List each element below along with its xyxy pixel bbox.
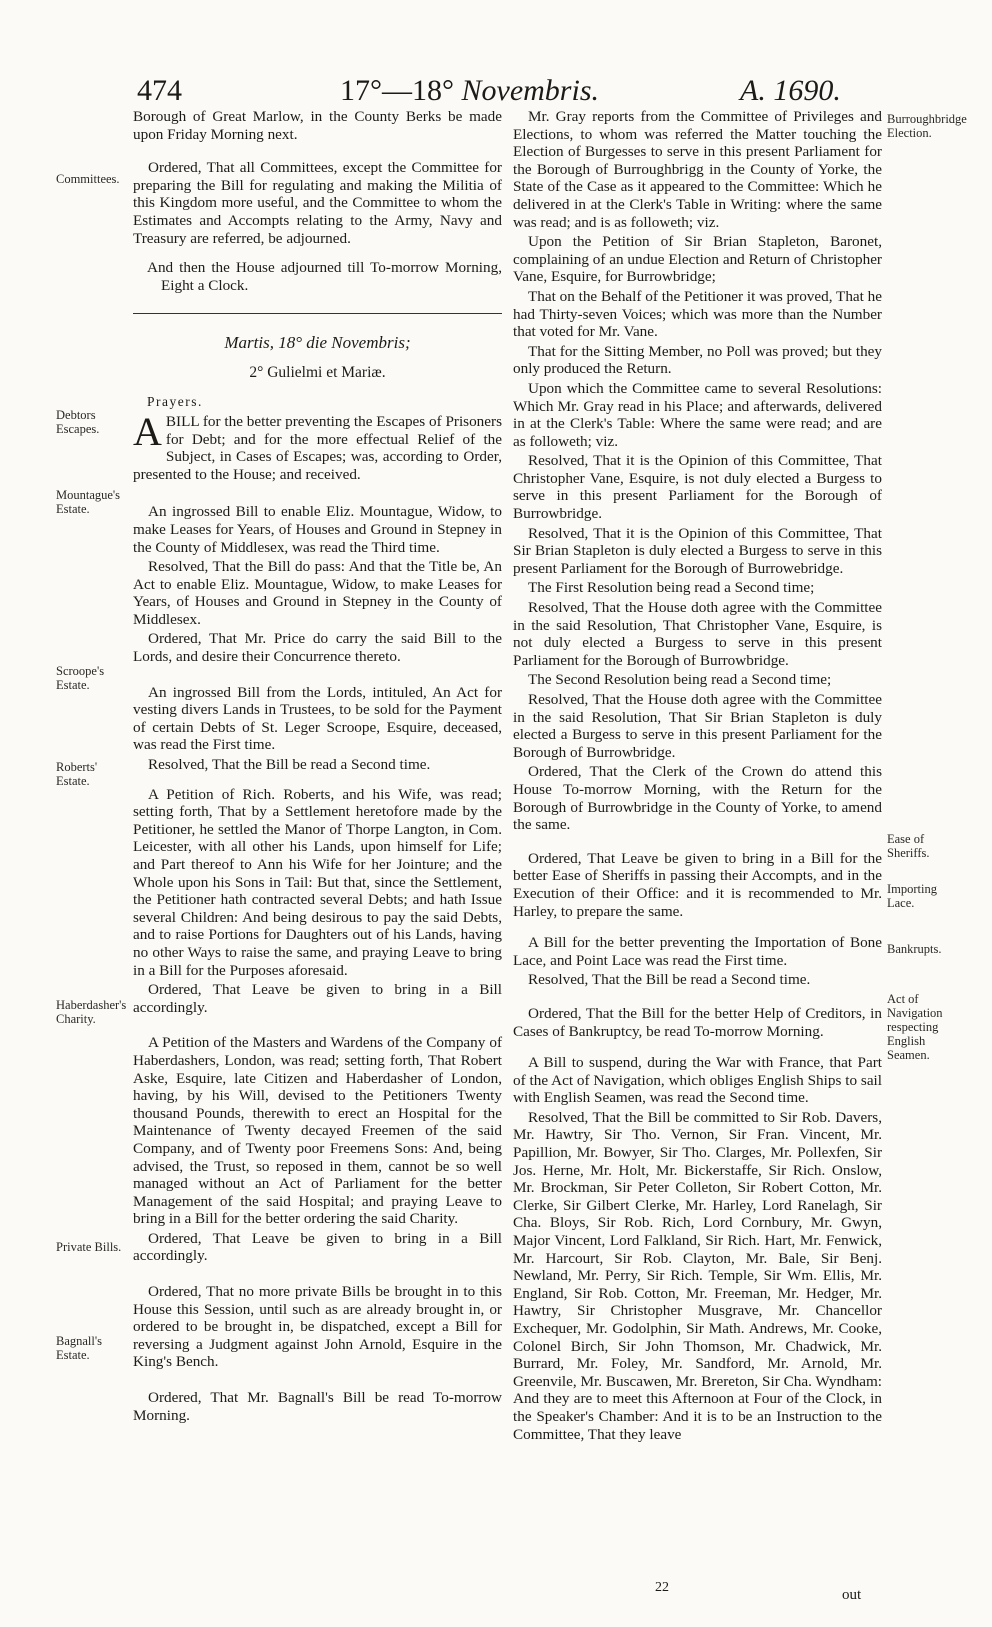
adjournment-text: And then the House adjourned till To-morrow Morning, Eight a Clock. (147, 259, 502, 295)
margin-debtors: Debtors Escapes. (56, 408, 100, 436)
burroughbridge-first-reading: The First Resolution being read a Second time; (528, 579, 815, 597)
navigation-entry: A Bill to suspend, during the War with France, that Part of the Act of Navigation, which obliges English Ships to sail with English Seamen, was read the Second time. (513, 1054, 882, 1107)
margin-scroope: Scroope's Estate. (56, 664, 105, 692)
burroughbridge-resolutions: Upon which the Committee came to several Resolutions: Which Mr. Gray read in his Place; and afterwards, delivered in at the Clerk's Table: Where the same were read; and are as followeth; viz. (513, 379, 882, 450)
margin-burroughbridge: Burroughbridge Election. (887, 112, 967, 140)
burroughbridge-resolved-2: Resolved, That it is the Opinion of this Committee, That Sir Brian Stapleton is duly elected a Burgess to serve in this present Parliament for the Borough of Burrowebridge. (513, 524, 882, 577)
margin-navigation: Act of Navigation respecting English Seamen. (887, 992, 943, 1062)
haberdashers-entry: A Petition of the Masters and Wardens of the Company of Haberdashers, London, was read; setting forth, That Robert Aske, Esquire, late Citizen and Haberdasher of London, having, by his Will, devised to the Petitioners Twenty thousand Pounds, therewith to erect an Hospital for the Maintenance of Twenty decayed Freemen of the said Company, and of Twenty poor Freemens Sons: And, being advised, the Trust, so reposed in them, cannot be so well managed without an Act of Parliament for the better Management of the said Hospital; and praying Leave to bring in a Bill for the better ordering the said Charity. (133, 1034, 502, 1228)
bagnall-entry: Ordered, That Mr. Bagnall's Bill be read To-morrow Morning. (133, 1389, 502, 1424)
right-column (513, 108, 882, 1445)
margin-sheriffs: Ease of Sheriffs. (887, 832, 930, 860)
margin-bagnall: Bagnall's Estate. (56, 1334, 102, 1362)
scroope-resolved: Resolved, That the Bill be read a Second time. (148, 756, 431, 774)
margin-haberdashers: Haberdasher's Charity. (56, 998, 127, 1026)
bankrupts-entry: Ordered, That the Bill for the better Help of Creditors, in Cases of Bankruptcy, be read To-morrow Morning. (513, 1004, 882, 1040)
burroughbridge-second-reading: The Second Resolution being read a Second time; (528, 671, 832, 689)
section-divider (133, 313, 502, 314)
burroughbridge-agree-1: Resolved, That the House doth agree with the Committee in the said Resolution, That Christopher Vane, Esquire, is not duly elected a Burgess to serve in this present Parliament for the Borough of Burrowbridge. (513, 599, 882, 669)
private-bills-entry: Ordered, That no more private Bills be brought in to this House this Session, until such as are already brought in, or ordered to be brought in, be dispatched, except a Bill for reversing a Judgment against John Arnold, Esquire in the King's Bench. (133, 1283, 502, 1371)
catchword: out (842, 1587, 862, 1603)
continuation-text: Borough of Great Marlow, in the County Berks be made upon Friday Morning next. (133, 108, 502, 143)
mountague-ordered: Ordered, That Mr. Price do carry the said Bill to the Lords, and desire their Concurrence thereto. (133, 630, 502, 666)
sheriffs-entry: Ordered, That Leave be given to bring in a Bill for the better Ease of Sheriffs in passing their Accompts, and in the Execution of their Office: and it is recommended to Mr. Harley, to prepare the same. (513, 849, 882, 920)
margin-private-bills: Private Bills. (56, 1240, 122, 1254)
margin-committees: Committees. (56, 172, 120, 186)
lace-entry: A Bill for the better preventing the Importation of Bone Lace, and Point Lace was read the First time. (513, 934, 882, 969)
navigation-committee: Resolved, That the Bill be committed to Sir Rob. Davers, Mr. Hawtry, Sir Tho. Vernon, Sir Fran. Vincent, Mr. Papillion, Mr. Bowyer, Sir Tho. Clarges, Mr. Pollexfen, Sir Jos. Herne, Mr. Holt, Mr. Bickerstaffe, Sir Rich. Onslow, Mr. Brockman, Sir Peter Colleton, Sir Robert Cotton, Mr. Clerke, Sir Gilbert Clerke, Mr. Harley, Lord Ranelagh, Sir Cha. Bloys, Sir Rob. Rich, Lord Cornbury, Mr. Gwyn, Major Vincent, Lord Falkland, Sir Rich. Hart, Mr. Fenwick, Mr. Harcourt, Sir Rob. Clayton, Mr. Bale, Sir Benj. Newland, Mr. Perry, Sir Rich. Temple, Sir Wm. Ellis, Mr. England, Sir Rob. Cotton, Mr. Freeman, Mr. Hedger, Mr. Hawtry, Sir Christopher Musgrave, Mr. Chancellor Exchequer, Mr. Godolphin, Sir Math. Andrews, Mr. Cooke, Colonel Birch, Sir John Thomson, Mr. Chadwick, Mr. Burrard, Mr. Foley, Mr. Sandford, Mr. Arnold, Mr. Greenvile, Mr. Buscawen, Mr. Brereton, Sir Cha. Wyndham: And they are to meet this Afternoon at Four of the Clock, in the Speaker's Chamber: And it is to be an Instruction to the Committee, That they leave (513, 1108, 882, 1443)
mountague-entry: An ingrossed Bill to enable Eliz. Mountague, Widow, to make Leases for Years, of Houses and Ground in Stepney in the County of Middlesex, was read the Third time. (133, 503, 502, 556)
committees-entry: Ordered, That all Committees, except the Committee for preparing the Bill for regulating and making the Militia of this Kingdom more useful, and the Committee to whom the Estimates and Accompts relating to the Army, Navy and Treasury are referred, be adjourned. (133, 159, 502, 247)
debtors-entry (133, 408, 502, 483)
page-number: 474 (137, 74, 182, 107)
date-word: Novembris. (461, 74, 599, 107)
left-column (133, 108, 502, 1432)
signature-mark: 22 (655, 1580, 669, 1595)
roberts-ordered: Ordered, That Leave be given to bring in a Bill accordingly. (133, 981, 502, 1016)
haberdashers-ordered: Ordered, That Leave be given to bring in a Bill accordingly. (133, 1229, 502, 1265)
burroughbridge-proof: That on the Behalf of the Petitioner it was proved, That he had Thirty-seven Voices; which was more than the Number that voted for Mr. Vane. (513, 287, 882, 341)
burroughbridge-agree-2: Resolved, That the House doth agree with the Committee in the said Resolution, That Sir Brian Stapleton is duly elected a Burgess to serve in this present Parliament for the Borough of Burrowbridge. (513, 691, 882, 761)
margin-bankrupts: Bankrupts. (887, 942, 942, 956)
margin-roberts: Roberts' Estate. (56, 760, 98, 788)
prayers-heading: Prayers. (147, 394, 203, 410)
lace-resolved: Resolved, That the Bill be read a Second time. (528, 971, 811, 989)
roberts-entry: A Petition of Rich. Roberts, and his Wife, was read; setting forth, That by a Settlement heretofore made by the Petitioner, he settled the Manor of Thorpe Langton, in Com. Leicester, with all other his Lands, upon himself for Life; and Part thereof to Ann his Wife for her Jointure; and the Whole upon his Sons in Tail: But that, since the Settlement, the Petitioner hath contracted several Debts; and hath Issue several Children: And being desirous to pay the said Debts, and to raise Portions for Daughters out of his Lands, having no other Ways to raise the same, and praying Leave to bring in a Bill for the Purposes aforesaid. (133, 785, 502, 979)
session-date: Martis, 18° die Novembris; (224, 333, 411, 353)
burroughbridge-sitting: That for the Sitting Member, no Poll was proved; but they only produced the Return. (513, 342, 882, 378)
margin-mountague: Mountague's Estate. (56, 488, 121, 516)
burroughbridge-report: Mr. Gray reports from the Committee of Privileges and Elections, to whom was referred the Matter touching the Election of Burgesses to serve in this present Parliament for the Borough of Burroughbrigg in the County of Yorke, the State of the Case as it appeared to the Committee: Which he delivered in at the Clerk's Table in Writing: where the same was read; and is as followeth; viz. (513, 108, 882, 231)
burroughbridge-clerk: Ordered, That the Clerk of the Crown do attend this House To-morrow Morning, with the Return for the Borough of Burrowbridge in the County of Yorke, to amend the same. (513, 763, 882, 834)
date-prefix: 17°—18° (340, 74, 454, 107)
mountague-resolved: Resolved, That the Bill do pass: And that the Title be, An Act to enable Eliz. Mountague, Widow, to make Leases for Years, of Houses and Ground in Stepney in the County of Middlesex. (133, 558, 502, 628)
page-year: A. 1690. (740, 74, 841, 107)
debtors-text: BILL for the better preventing the Escapes of Prisoners for Debt; and for the more effectual Relief of the Subject, in Cases of Escapes; was, according to Order, presented to the House; and received. (133, 412, 502, 483)
margin-lace: Importing Lace. (887, 882, 937, 910)
scroope-entry: An ingrossed Bill from the Lords, intituled, An Act for vesting divers Lands in Trustees, to be sold for the Payment of certain Debts of St. Leger Scroope, Esquire, deceased, was read the First time. (133, 683, 502, 754)
drop-cap: A (133, 408, 162, 454)
burroughbridge-resolved-1: Resolved, That it is the Opinion of this Committee, That Christopher Vane, Esquire, is not duly elected a Burgess to serve in this present Parliament for the Borough of Burrowbridge. (513, 452, 882, 523)
reign-line: 2° Gulielmi et Mariæ. (249, 363, 386, 381)
page-date (340, 74, 599, 108)
burroughbridge-petition: Upon the Petition of Sir Brian Stapleton, Baronet, complaining of an undue Election and Return of Christopher Vane, Esquire, for Burrowbridge; (513, 233, 882, 286)
